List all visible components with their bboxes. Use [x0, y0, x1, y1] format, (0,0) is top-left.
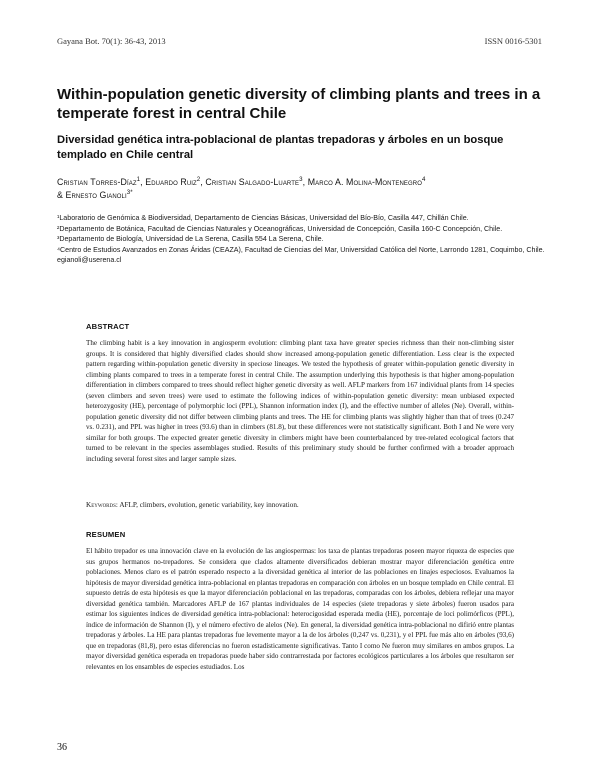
- author: Eduardo Ruiz$^2$,: [145, 176, 206, 187]
- article-title: Within-population genetic diversity of climbing plants and trees in a temperate forest in central Chile: [57, 86, 541, 122]
- affiliation: ³Departamento de Biología, Universidad de La Serena, Casilla 554 La Serena, Chile.: [57, 235, 324, 243]
- author: Cristian Salgado-Luarte$^3$,: [205, 176, 308, 187]
- journal-citation: Gayana Bot. 70(1): 36-43, 2013: [57, 36, 166, 46]
- article-subtitle-spanish: Diversidad genética intra-poblacional de plantas trepadoras y árboles en un bosque templado en Chile central: [57, 134, 504, 161]
- abstract-text: The climbing habit is a key innovation in angiosperm evolution: climbing plant taxa have greater species richness than their non-climbing sister groups. It is considered that highly diversified clades should show increased among-population genetic differentiation. Less clear is the expected pattern regarding within-population genetic diversity in speciose lineages. We tested the hypothesis of greater within-population genetic diversity in climbing plants compared to trees in a temperate forest in central Chile. The assumption underlying this hypothesis is that higher among-population differentiation in climbers compared to trees should reflect higher genetic diversity as well. AFLP markers from 167 individual plants from 14 species (seven climbers and seven trees) were used to estimate the following indices of within-population genetic diversity: mean unbiased expected heterozygosity (HE), percentage of polymorphic loci (PPL), Shannon information index (I), and the effective number of alleles (Ne). Overall, within-population genetic diversity did not differ between climbing plants and trees. The HE for climbing plants was slightly higher than that of trees (0.247 vs. 0.231), and PPL was higher in trees (93.6) than in climbers (81.8), but these differences were not statistically significant. Both I and Ne were very similar for both groups. The expected greater genetic diversity in climbers might have been counterbalanced by tree-related ecological factors that turned to be relevant in the species assemblages studied. Results of this preliminary study should be further confirmed with a broader approach including several forest sites and larger sample sizes.: [86, 339, 514, 463]
- affiliation: ²Departamento de Botánica, Facultad de Ciencias Naturales y Oceanográficas, Universidad de Concepción, Casilla 160-C Concepción, Chile.: [57, 224, 503, 233]
- author-list: [57, 176, 557, 202]
- keywords: [86, 501, 514, 509]
- corresponding-email[interactable]: egianoli@userena.cl: [57, 256, 122, 264]
- resumen-text: El hábito trepador es una innovación clave en la evolución de las angiospermas: los taxa de plantas trepadoras poseen mayor riqueza de especies que sus grupos hermanos no-trepadores. Se considera que clados altamente diversificados debieran mostrar mayor diferenciación genética entre poblaciones. Menos claro es el patrón esperado respecto a la diversidad genética al interior de las poblaciones en linajes especiosos. Evaluamos la hipótesis de mayor diversidad genética intra-poblacional en plantas trepadoras en comparación con árboles en un bosque templado en Chile central. El supuesto detrás de esta hipótesis es que la mayor diferenciación poblacional en las trepadoras, comparadas con los árboles, debiera reflejar una mayor diversidad genética también. Marcadores AFLP de 167 plantas individuales de 14 especies (siete trepadoras y siete árboles) fueron usados para estimar los siguientes índices de diversidad genética intra-poblacional: heterocigosidad esperada media (HE), porcentaje de loci polimórficos (PPL), índice de información de Shannon (I), y el número efectivo de alelos (Ne). En general, la diversidad genética intra-poblacional no difirió entre plantas trepadoras y árboles. La HE para plantas trepadoras fue levemente mayor a la de los árboles (0,247 vs. 0,231), y el PPL fue más alto en árboles (93,6) que en trepadoras (81,8), pero estas diferencias no fueron estadísticamente significativas. Tanto I como Ne fueron muy similares en ambos grupos. La mayor diversidad genética esperada en trepadoras puede haber sido contrarrestada por factores ecológicos particulares a los árboles que resultaron ser relevantes en los ensambles de especies estudiados. Los: [86, 547, 514, 671]
- affiliation: ¹Laboratorio de Genómica & Biodiversidad, Departamento de Ciencias Básicas, Universidad del Bío-Bío, Casilla 447, Chillán Chile.: [57, 214, 469, 222]
- resumen-heading: RESUMEN: [86, 530, 126, 539]
- author: Cristian Torres-Díaz$^1$,: [57, 176, 146, 187]
- abstract-heading: ABSTRACT: [86, 322, 130, 331]
- issn: ISSN 0016-5301: [484, 36, 542, 46]
- affiliation: ⁴Centro de Estudios Avanzados en Zonas Áridas (CEAZA), Facultad de Ciencias del Mar, Universidad Católica del Norte, Larrondo 1281, Coquimbo, Chile.: [57, 245, 545, 254]
- keywords-label: Keywords:: [86, 501, 118, 509]
- affiliations: [57, 213, 552, 266]
- author: & Ernesto Gianoli$^{3*}$: [57, 189, 133, 200]
- author: Marco A. Molina-Montenegro$^4$: [307, 176, 426, 187]
- keywords-text: AFLP, climbers, evolution, genetic variability, key innovation.: [119, 501, 299, 509]
- page-number: 36: [57, 742, 67, 753]
